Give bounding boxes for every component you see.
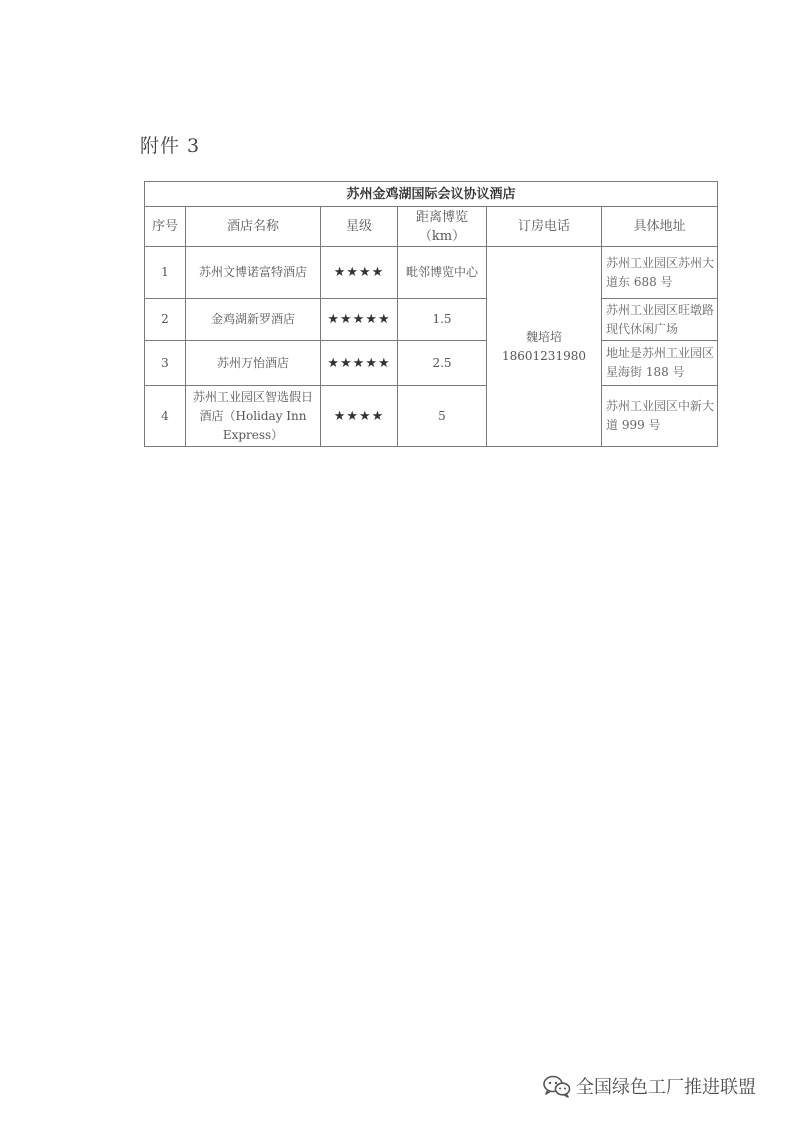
table-row: [145, 386, 718, 447]
hotel-table: [144, 181, 718, 447]
column-header-distance: 距离博览（km）: [398, 207, 487, 247]
table-row: [145, 247, 718, 299]
hotel-name: 苏州万怡酒店: [186, 341, 321, 386]
distance: 毗邻博览中心: [398, 247, 487, 299]
star-rating: ★★★★★: [321, 341, 398, 386]
wechat-icon: [542, 1074, 572, 1098]
footer-text: 全国绿色工厂推进联盟: [576, 1077, 756, 1098]
row-number: 4: [145, 386, 186, 447]
distance: 1.5: [398, 299, 487, 341]
booking-contact-phone: 18601231980: [502, 348, 586, 363]
column-header-phone: 订房电话: [487, 207, 602, 247]
hotel-address: 苏州工业园区苏州大道东 688 号: [602, 247, 718, 299]
star-rating: ★★★★: [321, 247, 398, 299]
column-header-stars: 星级: [321, 207, 398, 247]
hotel-name: 苏州工业园区智选假日酒店（Holiday Inn Express）: [186, 386, 321, 447]
hotel-address: 地址是苏州工业园区星海街 188 号: [602, 341, 718, 386]
distance: 2.5: [398, 341, 487, 386]
table-title: 苏州金鸡湖国际会议协议酒店: [145, 182, 718, 207]
row-number: 3: [145, 341, 186, 386]
table-row: [145, 299, 718, 341]
booking-contact-name: 魏培培: [525, 329, 562, 344]
row-number: 2: [145, 299, 186, 341]
booking-contact: [487, 247, 602, 447]
distance: 5: [398, 386, 487, 447]
table-header-row: [145, 207, 718, 247]
attachment-label: 附件 3: [140, 135, 201, 157]
star-rating: ★★★★★: [321, 299, 398, 341]
column-header-address: 具体地址: [602, 207, 718, 247]
row-number: 1: [145, 247, 186, 299]
hotel-address: 苏州工业园区中新大道 999 号: [602, 386, 718, 447]
hotel-name: 金鸡湖新罗酒店: [186, 299, 321, 341]
table-row: [145, 341, 718, 386]
column-header-no: 序号: [145, 207, 186, 247]
hotel-name: 苏州文博诺富特酒店: [186, 247, 321, 299]
hotel-address: 苏州工业园区旺墩路现代休闲广场: [602, 299, 718, 341]
footer-watermark: [542, 1073, 756, 1099]
column-header-name: 酒店名称: [186, 207, 321, 247]
star-rating: ★★★★: [321, 386, 398, 447]
